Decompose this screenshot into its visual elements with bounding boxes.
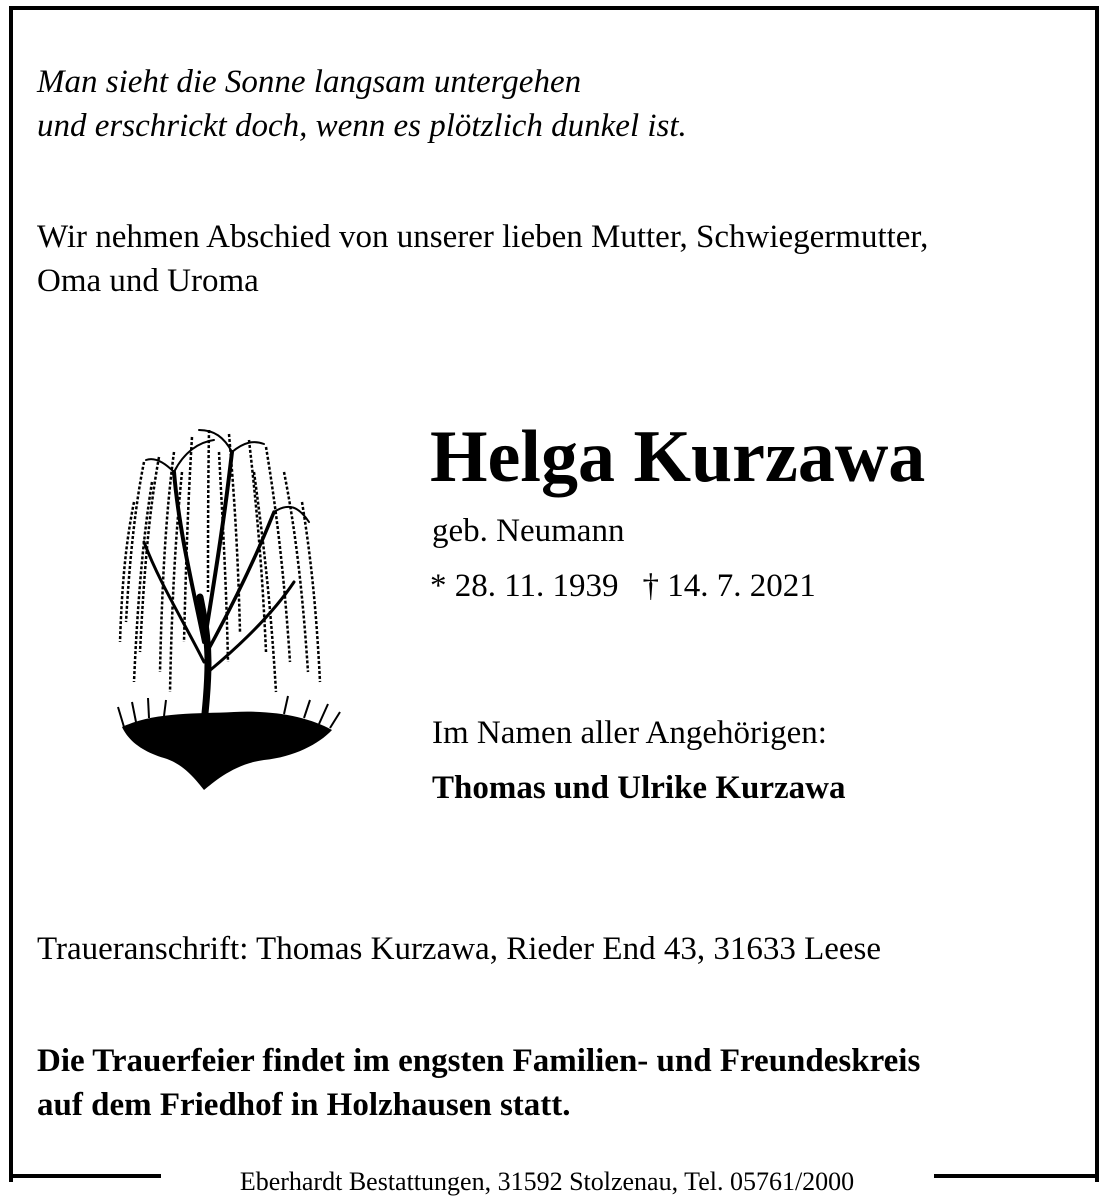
bottom-rule-right — [934, 1174, 1095, 1178]
quote-line-1: Man sieht die Sonne langsam untergehen — [37, 64, 582, 100]
intro-line-2: Oma und Uroma — [37, 263, 259, 299]
maiden-name: geb. Neumann — [432, 513, 625, 549]
funeral-home-footer: Eberhardt Bestattungen, 31592 Stolzenau, Tel. 05761/2000 — [239, 1167, 855, 1196]
family-signature: Thomas und Ulrike Kurzawa — [432, 770, 846, 806]
birth-date: * 28. 11. 1939 — [430, 568, 619, 604]
death-date: † 14. 7. 2021 — [642, 568, 816, 604]
on-behalf-label: Im Namen aller Angehörigen: — [432, 715, 827, 751]
quote-line-2: und erschrickt doch, wenn es plötzlich dunkel ist. — [37, 108, 687, 144]
mourning-address: Traueranschrift: Thomas Kurzawa, Rieder End 43, 31633 Leese — [37, 931, 882, 967]
weeping-willow-icon — [104, 412, 344, 802]
ceremony-line-2: auf dem Friedhof in Holzhausen statt. — [37, 1087, 571, 1123]
intro-line-1: Wir nehmen Abschied von unserer lieben Mutter, Schwiegermutter, — [37, 219, 929, 255]
bottom-rule-left — [9, 1174, 161, 1178]
life-dates — [430, 564, 816, 608]
ceremony-line-1: Die Trauerfeier findet im engsten Familien- und Freundeskreis — [37, 1043, 921, 1079]
deceased-name: Helga Kurzawa — [430, 416, 926, 498]
